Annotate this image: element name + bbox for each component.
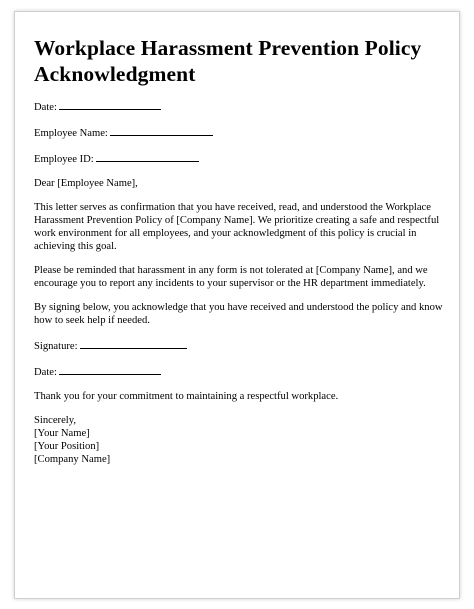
closing-block (34, 414, 444, 466)
signature-label: Signature: (34, 341, 78, 352)
date-blank-line (59, 99, 161, 110)
sender-company: [Company Name] (34, 454, 111, 465)
date-label-2: Date: (34, 367, 57, 378)
date-label: Date: (34, 102, 57, 113)
signature-blank-line (80, 338, 187, 349)
body-paragraph-1: This letter serves as confirmation that you have received, read, and understood the Workplace Harassment Prevention Policy of [Company Name]. We prioritize creating a safe and respectful work environment for all employees, and your acknowledgment of this policy is crucial in achieving this goal. (34, 202, 440, 252)
salutation: Dear [Employee Name], (34, 178, 138, 189)
employee-id-blank-line (96, 151, 199, 162)
employee-name-blank-line (110, 125, 213, 136)
date-field (34, 99, 444, 114)
letter-page (14, 11, 460, 599)
body-paragraph-2: Please be reminded that harassment in any form is not tolerated at [Company Name], and we encourage you to report any incidents to your supervisor or the HR department immediately. (34, 265, 428, 289)
letter-content (34, 35, 444, 477)
sign-off: Sincerely, (34, 415, 76, 426)
sender-position: [Your Position] (34, 441, 100, 452)
date-blank-line-2 (59, 364, 161, 375)
employee-name-field (34, 125, 444, 140)
employee-name-label: Employee Name: (34, 128, 108, 139)
letter-title: Workplace Harassment Prevention Policy Acknowledgment (34, 36, 422, 86)
date-field-2 (34, 364, 444, 379)
thanks-line: Thank you for your commitment to maintaining a respectful workplace. (34, 391, 339, 402)
employee-id-label: Employee ID: (34, 154, 94, 165)
sender-name: [Your Name] (34, 428, 90, 439)
employee-id-field (34, 151, 444, 166)
body-paragraph-3: By signing below, you acknowledge that you have received and understood the policy and know how to seek help if needed. (34, 302, 443, 326)
signature-field (34, 338, 444, 353)
